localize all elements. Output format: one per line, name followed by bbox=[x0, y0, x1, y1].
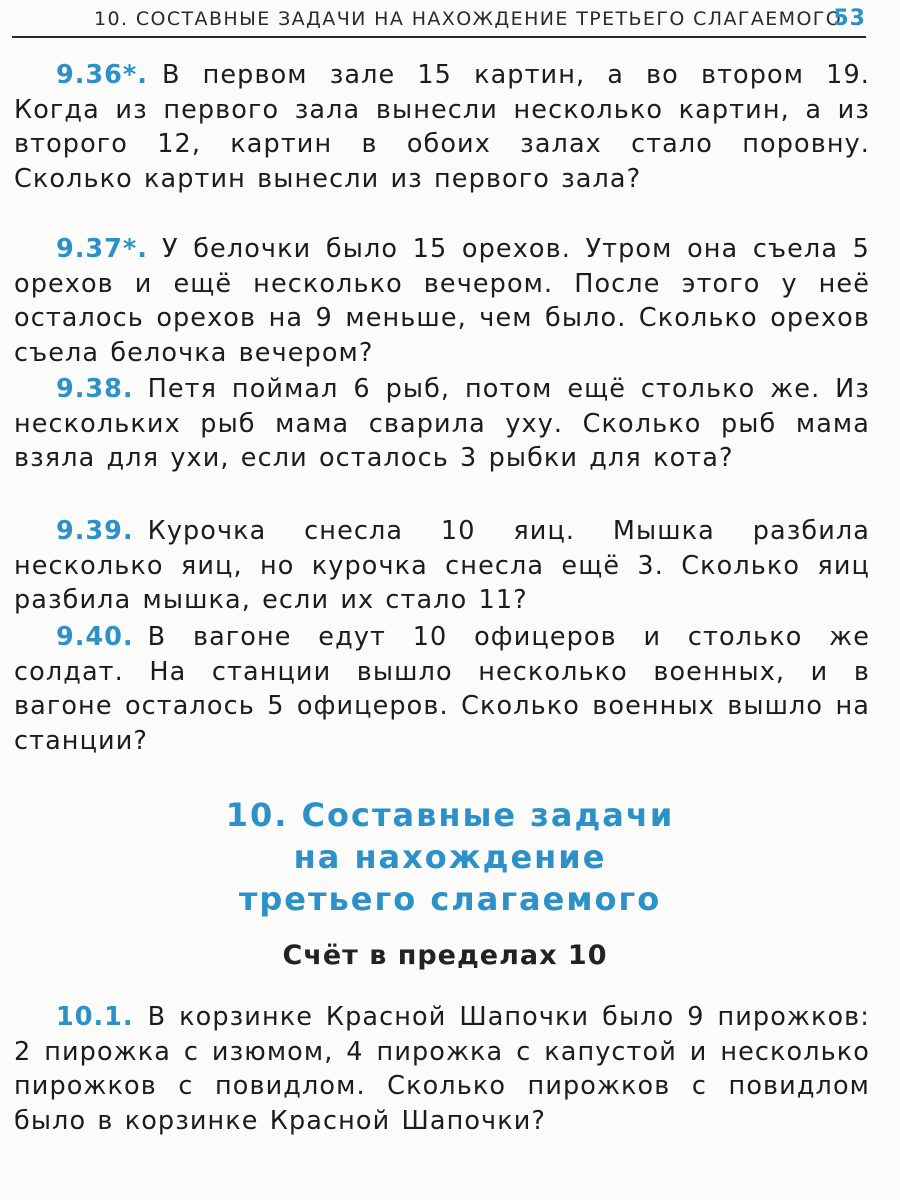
section-title bbox=[0, 794, 900, 920]
problem-text: Петя поймал 6 рыб, потом ещё столько же. Из нескольких рыб мама сварила уху. Сколько рыб мама взяла для ухи, если осталось 3 рыбки для кота? bbox=[14, 374, 870, 473]
problem-number: 9.39. bbox=[56, 516, 134, 546]
problem-number: 9.38. bbox=[56, 374, 134, 404]
section-title-line: третьего слагаемого bbox=[238, 880, 662, 918]
problem-text: В корзинке Красной Шапочки было 9 пирожков: 2 пирожка с изюмом, 4 пирожка с капустой и несколько пирожков с повидлом. Сколько пирожков с повидлом было в корзинке Красной Шапочки? bbox=[14, 1002, 870, 1136]
problem-10-1 bbox=[14, 1000, 870, 1138]
problem-9-37 bbox=[14, 232, 870, 370]
problem-9-36 bbox=[14, 58, 870, 196]
problem-text: У белочки было 15 орехов. Утром она съела 5 орехов и ещё несколько вечером. После этого у неё осталось орехов на 9 меньше, чем было. Сколько орехов съела белочка вечером? bbox=[14, 234, 870, 368]
problem-number: 10.1. bbox=[56, 1002, 134, 1032]
section-title-line: на нахождение bbox=[293, 838, 607, 876]
problem-number: 9.36*. bbox=[56, 60, 148, 90]
running-header bbox=[12, 6, 866, 38]
problem-text: В первом зале 15 картин, а во втором 19. Когда из первого зала вынесли несколько картин, а из второго 12, картин в обоих залах стало поровну. Сколько картин вынесли из первого зала? bbox=[14, 60, 870, 194]
section-title-line: 10. Составные задачи bbox=[225, 796, 675, 834]
problem-9-38 bbox=[14, 372, 870, 476]
page-number: 53 bbox=[833, 6, 866, 31]
problem-9-40 bbox=[14, 620, 870, 758]
problem-text: В вагоне едут 10 офицеров и столько же солдат. На станции вышло несколько военных, и в вагоне осталось 5 офицеров. Сколько военных вышло на станции? bbox=[14, 622, 870, 756]
running-title: 10. СОСТАВНЫЕ ЗАДАЧИ НА НАХОЖДЕНИЕ ТРЕТЬЕГО СЛАГАЕМОГО bbox=[94, 8, 843, 30]
problem-number: 9.37*. bbox=[56, 234, 148, 264]
problem-9-39 bbox=[14, 514, 870, 618]
problem-text: Курочка снесла 10 яиц. Мышка разбила несколько яиц, но курочка снесла ещё 3. Сколько яиц разбила мышка, если их стало 11? bbox=[14, 516, 870, 615]
subheading: Счёт в пределах 10 bbox=[282, 940, 608, 971]
problem-number: 9.40. bbox=[56, 622, 134, 652]
